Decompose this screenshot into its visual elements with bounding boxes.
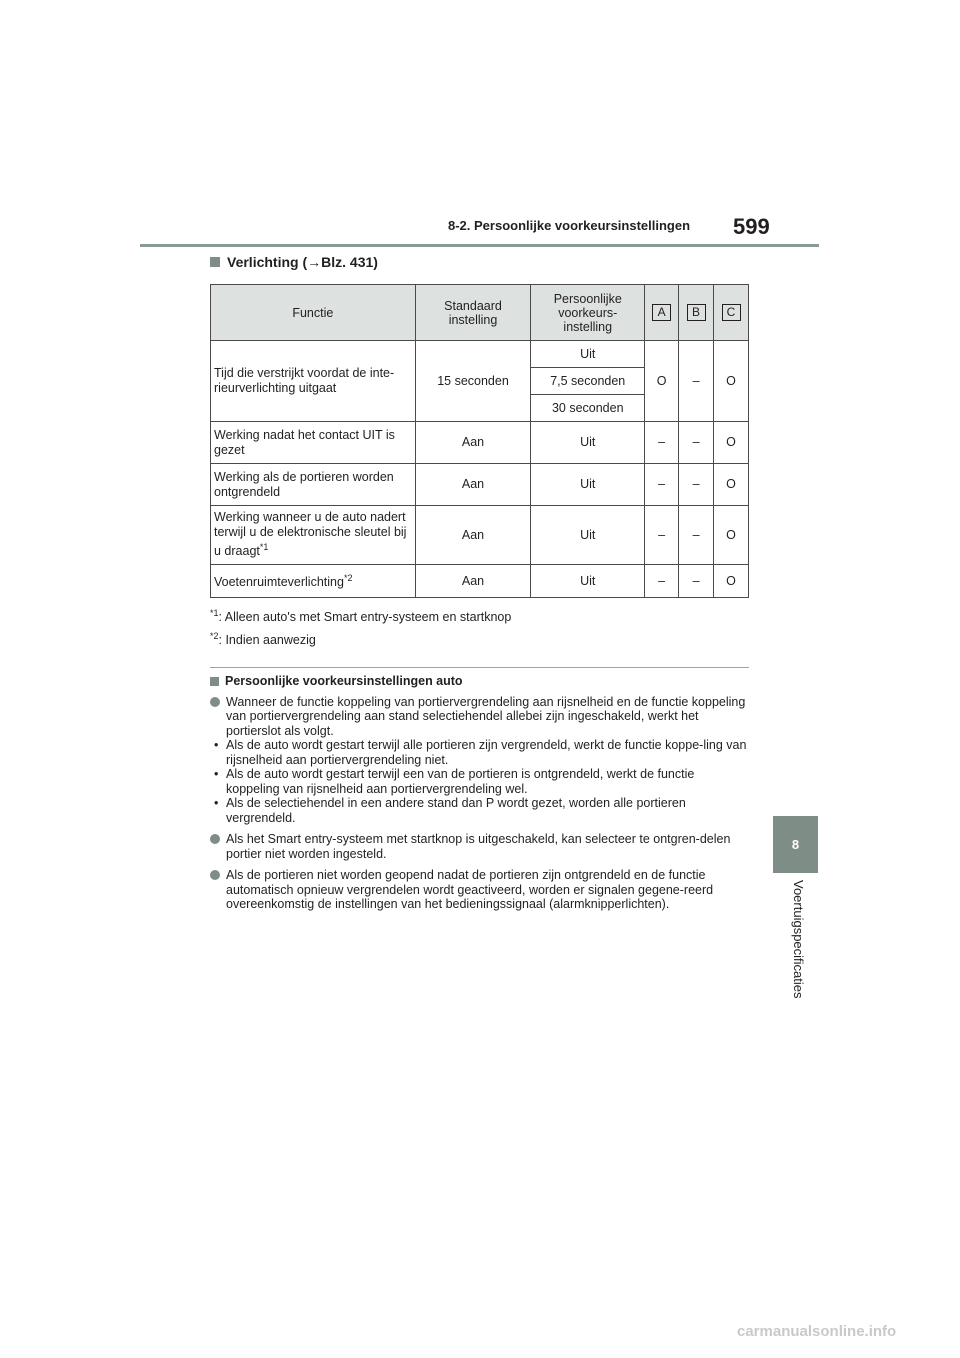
row5-function (211, 565, 416, 598)
note-item (210, 695, 750, 826)
row4-b: – (679, 506, 714, 565)
row4-function-text: Werking wanneer u de auto nadert terwijl u de elektronische sleutel bij u draagt (214, 510, 407, 559)
row1-option-3: 30 seconden (531, 395, 645, 422)
square-bullet-icon (210, 257, 220, 267)
section-heading (210, 254, 378, 270)
header-title: 8-2. Persoonlijke voorkeursinstellingen (448, 218, 691, 233)
chapter-tab[interactable] (773, 816, 818, 873)
table-row (211, 422, 749, 464)
round-bullet-icon (210, 834, 220, 844)
row2-b: – (679, 422, 714, 464)
settings-table (210, 284, 749, 598)
bullet-1-text: Als de auto wordt gestart terwijl alle portieren zijn vergrendeld, werkt de functie koppe-ling van rijsnelheid aan portiervergrendeling niet. (226, 738, 747, 767)
page-number: 599 (733, 214, 770, 239)
row2-a: – (645, 422, 679, 464)
section-title: Verlichting (→Blz. 431) (227, 254, 378, 270)
row2-c: O (714, 422, 749, 464)
row1-option-1: Uit (531, 341, 645, 368)
row1-function: Tijd die verstrijkt voordat de inte-rieurverlichting uitgaat (211, 341, 416, 422)
row3-a: – (645, 464, 679, 506)
row4-footnote-mark: *1 (259, 542, 269, 553)
row3-function: Werking als de portieren worden ontgrendeld (211, 464, 416, 506)
row1-option-2: 7,5 seconden (531, 368, 645, 395)
watermark-text: carmanualsonline.info (737, 1323, 897, 1340)
row5-c: O (714, 565, 749, 598)
list-item (210, 796, 750, 825)
header-divider (140, 244, 819, 247)
row2-function: Werking nadat het contact UIT is gezet (211, 422, 416, 464)
row4-option: Uit (531, 506, 645, 565)
notes-heading-text: Persoonlijke voorkeursinstellingen auto (225, 674, 463, 688)
table-row (211, 341, 749, 368)
row3-b: – (679, 464, 714, 506)
header-standaard: Standaard instelling (415, 285, 531, 341)
round-bullet-icon (210, 870, 220, 880)
square-bullet-icon (210, 677, 219, 686)
list-item (210, 738, 750, 767)
row1-b: – (679, 341, 714, 422)
row3-option: Uit (531, 464, 645, 506)
bullet-mark: • (214, 796, 219, 810)
row5-footnote-mark: *2 (343, 573, 353, 584)
row5-function-text: Voetenruimteverlichting (214, 575, 344, 590)
row1-standard: 15 seconden (415, 341, 531, 422)
round-bullet-icon (210, 697, 220, 707)
table-row (211, 464, 749, 506)
row1-a: O (645, 341, 679, 422)
notes-heading (210, 674, 750, 689)
header-functie: Functie (211, 285, 416, 341)
note-2-text: Als het Smart entry-systeem met startknop is uitgeschakeld, kan selecteer te ontgren-delen portier niet worden ingesteld. (226, 832, 731, 861)
row2-option: Uit (531, 422, 645, 464)
row4-c: O (714, 506, 749, 565)
row1-c: O (714, 341, 749, 422)
table-row (211, 565, 749, 598)
footnote-2 (210, 631, 316, 647)
bullet-2-text: Als de auto wordt gestart terwijl een van de portieren is ontgrendeld, werkt de functie koppeling van rijsnelheid aan portiervergrendeling wel. (226, 767, 695, 796)
row4-function (211, 506, 416, 565)
row4-standard: Aan (415, 506, 531, 565)
header-a (645, 285, 679, 341)
table-row (211, 506, 749, 565)
footnote-2-mark: *2 (210, 631, 219, 641)
row3-standard: Aan (415, 464, 531, 506)
note-1-text: Wanneer de functie koppeling van portiervergrendeling aan rijsnelheid en de functie koppeling van portiervergrendeling aan stand selectiehendel allebei zijn ingeschakeld, werkt het portierslot als volgt. (226, 694, 746, 738)
row5-b: – (679, 565, 714, 598)
note-item (210, 868, 750, 912)
bullet-mark: • (214, 738, 219, 752)
box-letter-c: C (722, 304, 741, 321)
header-c (714, 285, 749, 341)
bullet-mark: • (214, 767, 219, 781)
chapter-number: 8 (791, 837, 800, 852)
bullet-3-text: Als de selectiehendel in een andere stand dan P wordt gezet, worden alle portieren vergrendeld. (226, 796, 686, 825)
box-letter-a: A (652, 304, 671, 321)
note-item (210, 832, 750, 861)
row5-standard: Aan (415, 565, 531, 598)
footnote-1-mark: *1 (210, 608, 219, 618)
footnote-2-text: : Indien aanwezig (218, 633, 316, 648)
row4-a: – (645, 506, 679, 565)
section-divider (210, 667, 749, 668)
header-persoonlijk: Persoonlijke voorkeurs-instelling (531, 285, 645, 341)
footnote-1-text: : Alleen auto's met Smart entry-systeem en startknop (218, 610, 512, 625)
chapter-label: Voertuigspecificaties (791, 880, 806, 999)
note-3-text: Als de portieren niet worden geopend nadat de portieren zijn ontgrendeld en de functie automatisch opnieuw vergrendelen wordt geactiveerd, worden er signalen gegene-reerd overeenkomstig de instellingen van het bedieningssignaal (alarmknipperlichten). (226, 868, 714, 911)
box-letter-b: B (687, 304, 706, 321)
row5-a: – (645, 565, 679, 598)
row3-c: O (714, 464, 749, 506)
note-1-bullets (210, 738, 750, 825)
table-header-row (211, 285, 749, 341)
list-item (210, 767, 750, 796)
row2-standard: Aan (415, 422, 531, 464)
footnote-1 (210, 608, 511, 624)
header-b (679, 285, 714, 341)
notes-block (210, 674, 750, 919)
row5-option: Uit (531, 565, 645, 598)
